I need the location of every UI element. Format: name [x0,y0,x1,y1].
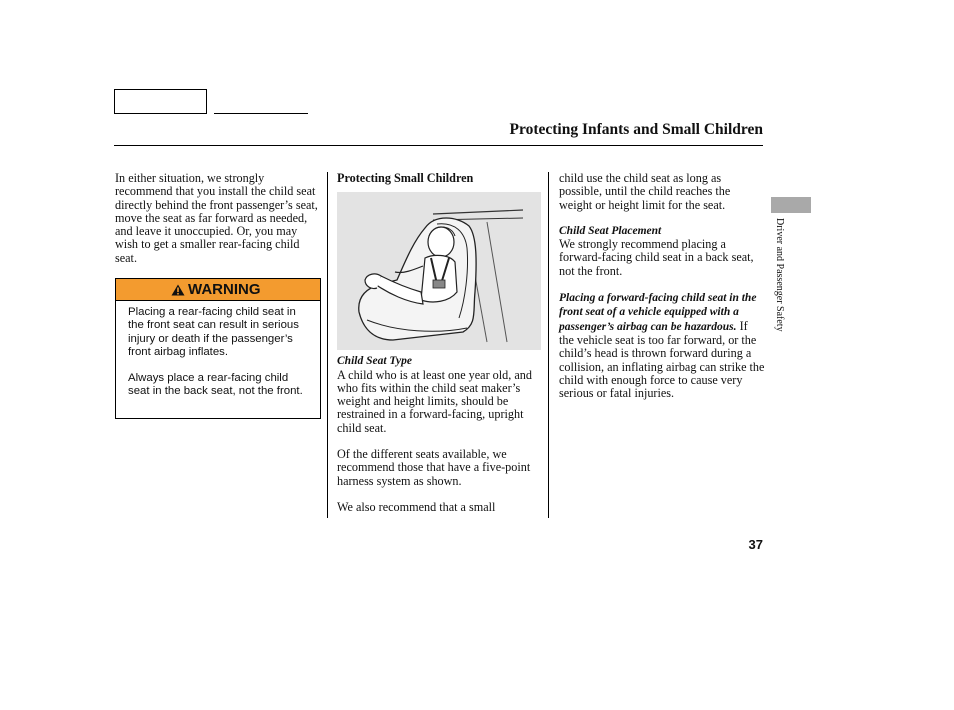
child-seat-limit-paragraph: child use the child seat as long as possible, until the child reaches the weight or height limit for the seat. [559,171,731,212]
warning-box [115,278,321,419]
hazard-statement: Placing a forward-facing child seat in the front seat of a vehicle equipped with a passenger’s airbag can be hazardous. [559,292,757,333]
column-3 [559,172,765,413]
placement-paragraph: We strongly recommend placing a forward-facing child seat in a back seat, not the front. [559,237,754,278]
section-heading: Protecting Small Children [337,171,474,185]
warning-triangle-icon [171,284,185,296]
column-1 [115,172,320,278]
header-tab-line [214,113,308,114]
warning-paragraph-2: Always place a rear-facing child seat in the back seat, not the front. [128,372,303,398]
intro-paragraph: In either situation, we strongly recommend that you install the child seat directly behind the front passenger’s seat, move the seat as far forward as needed, and leave it unoccupied. Or, you may wish to get a smaller rear-facing child seat. [115,171,318,265]
child-seat-placement-heading: Child Seat Placement [559,224,662,237]
column-divider-2 [548,172,549,518]
child-in-seat-image [337,192,541,350]
section-tab-marker [771,197,811,213]
warning-label: WARNING [188,281,261,298]
warning-body [116,301,320,399]
small-child-paragraph: We also recommend that a small [337,499,496,514]
header-tab-box [114,89,207,114]
warning-header [116,279,320,301]
five-point-paragraph: Of the different seats available, we recommend those that have a five-point harness system as shown. [337,447,531,488]
title-rule [114,145,763,146]
child-seat-illustration [337,192,541,350]
page-number: 37 [748,537,763,552]
column-divider-1 [327,172,328,518]
hazard-explanation: If the vehicle seat is too far forward, or the child’s head is thrown forward during a collision, an inflating airbag can strike the child with enough force to cause very serious or fatal injuries. [559,318,765,401]
hazard-paragraph [559,291,765,400]
warning-paragraph-1: Placing a rear-facing child seat in the front seat can result in serious injury or death if the passenger’s front airbag inflates. [128,306,299,358]
page-title: Protecting Infants and Small Children [509,121,763,138]
section-label: Driver and Passenger Safety [774,218,785,332]
child-seat-type-paragraph: A child who is at least one year old, and who fits within the child seat maker’s weight and height limits, should be restrained in a forward-facing, upright child seat. [337,367,532,435]
child-seat-type-heading: Child Seat Type [337,355,412,368]
